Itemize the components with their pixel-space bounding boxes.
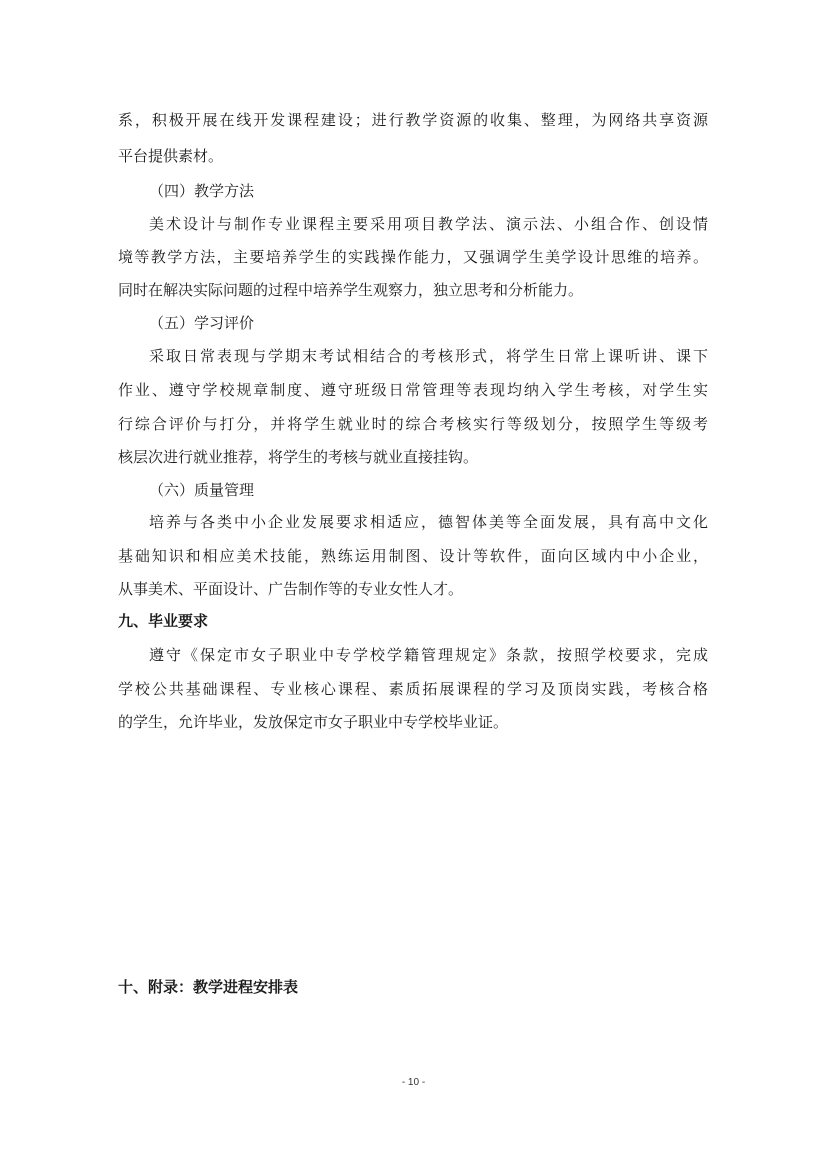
section-4-title: （四）教学方法 — [149, 182, 255, 200]
page-number: - 10 - — [401, 1077, 426, 1088]
chapter-9-line-3: 的学生，允许毕业，发放保定市女子职业中专学校毕业证。 — [118, 713, 509, 731]
chapter-10-heading: 十、附录：教学进程安排表 — [118, 978, 299, 996]
section-5-line-4: 核层次进行就业推荐，将学生的考核与就业直接挂钩。 — [118, 448, 479, 466]
section-5-title: （五）学习评价 — [149, 314, 255, 332]
section-6-line-1: 培养与各类中小企业发展要求相适应，德智体美等全面发展，具有高中文化 — [149, 513, 708, 531]
section-6-title: （六）质量管理 — [149, 481, 255, 499]
section-5-line-3: 行综合评价与打分，并将学生就业时的综合考核实行等级划分，按照学生等级考 — [118, 415, 708, 433]
chapter-9-line-1: 遵守《保定市女子职业中专学校学籍管理规定》条款，按照学校要求，完成 — [149, 646, 708, 664]
section-4-line-3: 同时在解决实际问题的过程中培养学生观察力，独立思考和分析能力。 — [118, 281, 584, 299]
section-5-line-1: 采取日常表现与学期末考试相结合的考核形式，将学生日常上课听讲、课下 — [149, 347, 708, 365]
section-6-line-3: 从事美术、平面设计、广告制作等的专业女性人才。 — [118, 580, 464, 598]
section-6-line-2: 基础知识和相应美术技能，熟练运用制图、设计等软件，面向区域内中小企业， — [118, 547, 708, 565]
section-4-line-2: 境等教学方法，主要培养学生的实践操作能力，又强调学生美学设计思维的培养。 — [118, 248, 708, 266]
intro-line-1: 系，积极开展在线开发课程建设；进行教学资源的收集、整理，为网络共享资源 — [118, 111, 708, 129]
section-4-line-1: 美术设计与制作专业课程主要采用项目教学法、演示法、小组合作、创设情 — [149, 215, 708, 233]
intro-line-2: 平台提供素材。 — [118, 147, 224, 165]
section-5-line-2: 作业、遵守学校规章制度、遵守班级日常管理等表现均纳入学生考核，对学生实 — [118, 381, 708, 399]
chapter-9-line-2: 学校公共基础课程、专业核心课程、素质拓展课程的学习及顶岗实践，考核合格 — [118, 680, 708, 698]
chapter-9-heading: 九、毕业要求 — [118, 612, 209, 630]
